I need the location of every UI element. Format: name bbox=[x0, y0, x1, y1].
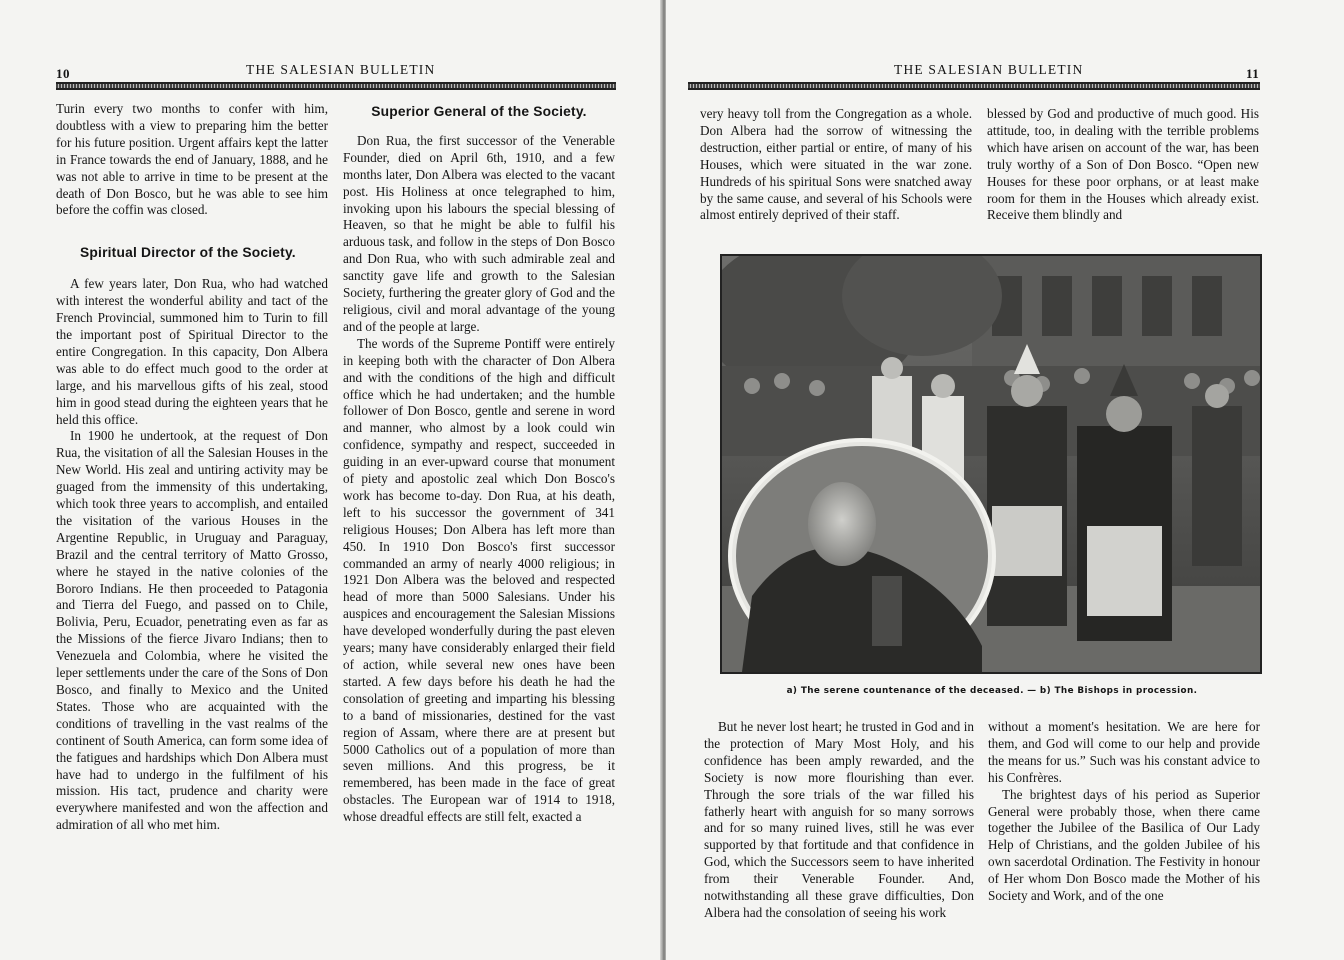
paragraph: blessed by God and productive of much good. His attitude, too, in dealing with the terrible problems which have arisen on account of the war, has been truly worthy of a Son of Don Bosco. “Open new Houses for these poor orphans, or at least make room for them in the Houses which already exist. Receive them blindly and bbox=[987, 106, 1259, 223]
section-heading-superior-general: Superior General of the Society. bbox=[371, 104, 587, 119]
paragraph: The words of the Supreme Pontiff were entirely in keeping both with the character of Don Albera and with the conditions of the high and difficult office which he had undertaken; and the humble follower of Don Bosco, gentle and serene in word and manner, who almost by a look could win confidence, sympathy and respect, succeeded in guiding in an ever-upward course that monument of piety and apostolic zeal which Don Bosco's work has become to-day. Don Rua, at his death, left to his successor the government of 341 religious Houses; Don Albera has left more than 450. In 1910 Don Bosco's first successor commanded an army of nearly 4000 religious; in 1921 Don Albera was the beloved and respected head of more than 5000 Salesians. Under his auspices and encouragement the Salesian Missions have developed wonderfully during the past eleven years; many have considerably enlarged their field of action, while several new ones have been started. A few days before his death he had the consolation of greeting and imparting his blessing to a band of missionaries, destined for the vast region of Assam, where there are at present but 5000 Catholics out of a population of more than seven millions. And this progress, be it remembered, has been made in the face of great obstacles. The European war of 1914 to 1918, whose dreadful effects are still felt, exacted a bbox=[343, 335, 615, 825]
page-number-right: 11 bbox=[1246, 66, 1260, 81]
procession-photograph bbox=[720, 254, 1262, 674]
section-heading-spiritual-director: Spiritual Director of the Society. bbox=[80, 245, 296, 261]
paragraph: Don Rua, the first successor of the Venerable Founder, died on April 6th, 1910, and a few months later, Don Albera was elected to the vacant post. His Holiness at once telegraphed to him, invoking upon his labours the special blessing of Heaven, so that he might be able to fulfil his arduous task, and follow in the steps of Don Bosco and Don Rua, who with such admirable zeal and sanctity gave life and growth to the Salesian Society, furthering the greater glory of God and the religious, civil and moral advantage of the young and of the people at large. bbox=[343, 132, 615, 334]
paragraph: without a moment's hesitation. We are here for them, and God will come to our help and provide the means for us.” Such was his constant advice to his Confrères. bbox=[988, 719, 1260, 785]
paragraph: very heavy toll from the Congregation as a whole. Don Albera had the sorrow of witnessing the destruction, either partial or entire, of many of his Houses, which were situated in the war zone. Hundreds of his spiritual Sons were snatched away by the same cause, and several of his Schools were almost entirely deprived of their staff. bbox=[700, 106, 972, 223]
left-column-1 bbox=[56, 101, 328, 834]
left-column-2 bbox=[343, 104, 615, 826]
photo-caption: a) The serene countenance of the deceased. — b) The Bishops in procession. bbox=[786, 686, 1198, 696]
paragraph: But he never lost heart; he trusted in God and in the protection of Mary Most Holy, and his confidence has been amply rewarded, and the Society is now more flourishing than ever. Through the sore trials of the war filled his fatherly heart with anguish for so many sorrows and for so many ruined lives, still he was ever supported by that fortitude and that confidence in God, which the Successors seem to have inherited from their Venerable Founder. And, notwithstanding all these grave difficulties, Don Albera had the consolation of seeing his work bbox=[704, 719, 974, 920]
photo-illustration bbox=[722, 256, 1260, 672]
page-number-left: 10 bbox=[56, 66, 70, 81]
left-page bbox=[0, 0, 662, 960]
header-rule-right bbox=[688, 82, 1260, 90]
paragraph: In 1900 he undertook, at the request of Don Rua, the visitation of all the Salesian Houses in the New World. His zeal and untiring activity may be guaged from the immensity of this undertaking, which took three years to accomplish, and entailed the visitation of the various Houses in the Argentine Republic, in Uruguay and Paraguay, Brazil and the central territory of Matto Grosso, where he stayed in the native colonies of the Bororo Indians. He then proceeded to Patagonia and Tierra del Fuego, and passed on to Chile, Bolivia, Peru, Ecuador, penetrating even as far as the Missions of the fierce Jivaro Indians; then to Venezuela and Colombia, where he visited the leper settlements under the care of the Sons of Don Bosco, and finally to Mexico and the United States. Those who are acquainted with the conditions of travelling in the vast realms of the continent of South America, can form some idea of the fatigues and hardships which Don Albera must have had to undergo in the fulfilment of his mission. His tact, prudence and charity were everywhere manifested and won the affection and admiration of all who met him. bbox=[56, 428, 328, 833]
right-bottom-column-1 bbox=[704, 719, 974, 922]
paragraph: A few years later, Don Rua, who had watched with interest the wonderful ability and tact of the French Provincial, summoned him to Turin to fill the important post of Spiritual Director to the entire Congregation. In this capacity, Don Albera was able to do effect much good to the order at large, and his marvellous gifts of his zeal, stood him in good stead during the eighteen years that he held this office. bbox=[56, 276, 328, 427]
intro-paragraph: Turin every two months to confer with him, doubtless with a view to preparing him the better for his future position. Urgent affairs kept the latter in France towards the end of January, 1888, and he was not able to arrive in time to be present at the death of Don Bosco, but he was able to see him before the coffin was closed. bbox=[56, 101, 328, 218]
right-bottom-column-2 bbox=[988, 719, 1260, 905]
right-top-column-1 bbox=[700, 106, 972, 224]
right-top-column-2 bbox=[987, 106, 1259, 224]
header-rule-left bbox=[56, 82, 616, 90]
running-head-left: THE SALESIAN BULLETIN bbox=[246, 62, 436, 77]
paragraph: The brightest days of his period as Superior General were probably those, when there came together the Jubilee of the Basilica of Our Lady Help of Christians, and the golden Jubilee of his own sacerdotal Ordination. The Festivity in honour of Her whom Don Bosco made the Mother of his Society and Work, and of the one bbox=[988, 786, 1260, 904]
running-head-right: THE SALESIAN BULLETIN bbox=[894, 62, 1084, 77]
